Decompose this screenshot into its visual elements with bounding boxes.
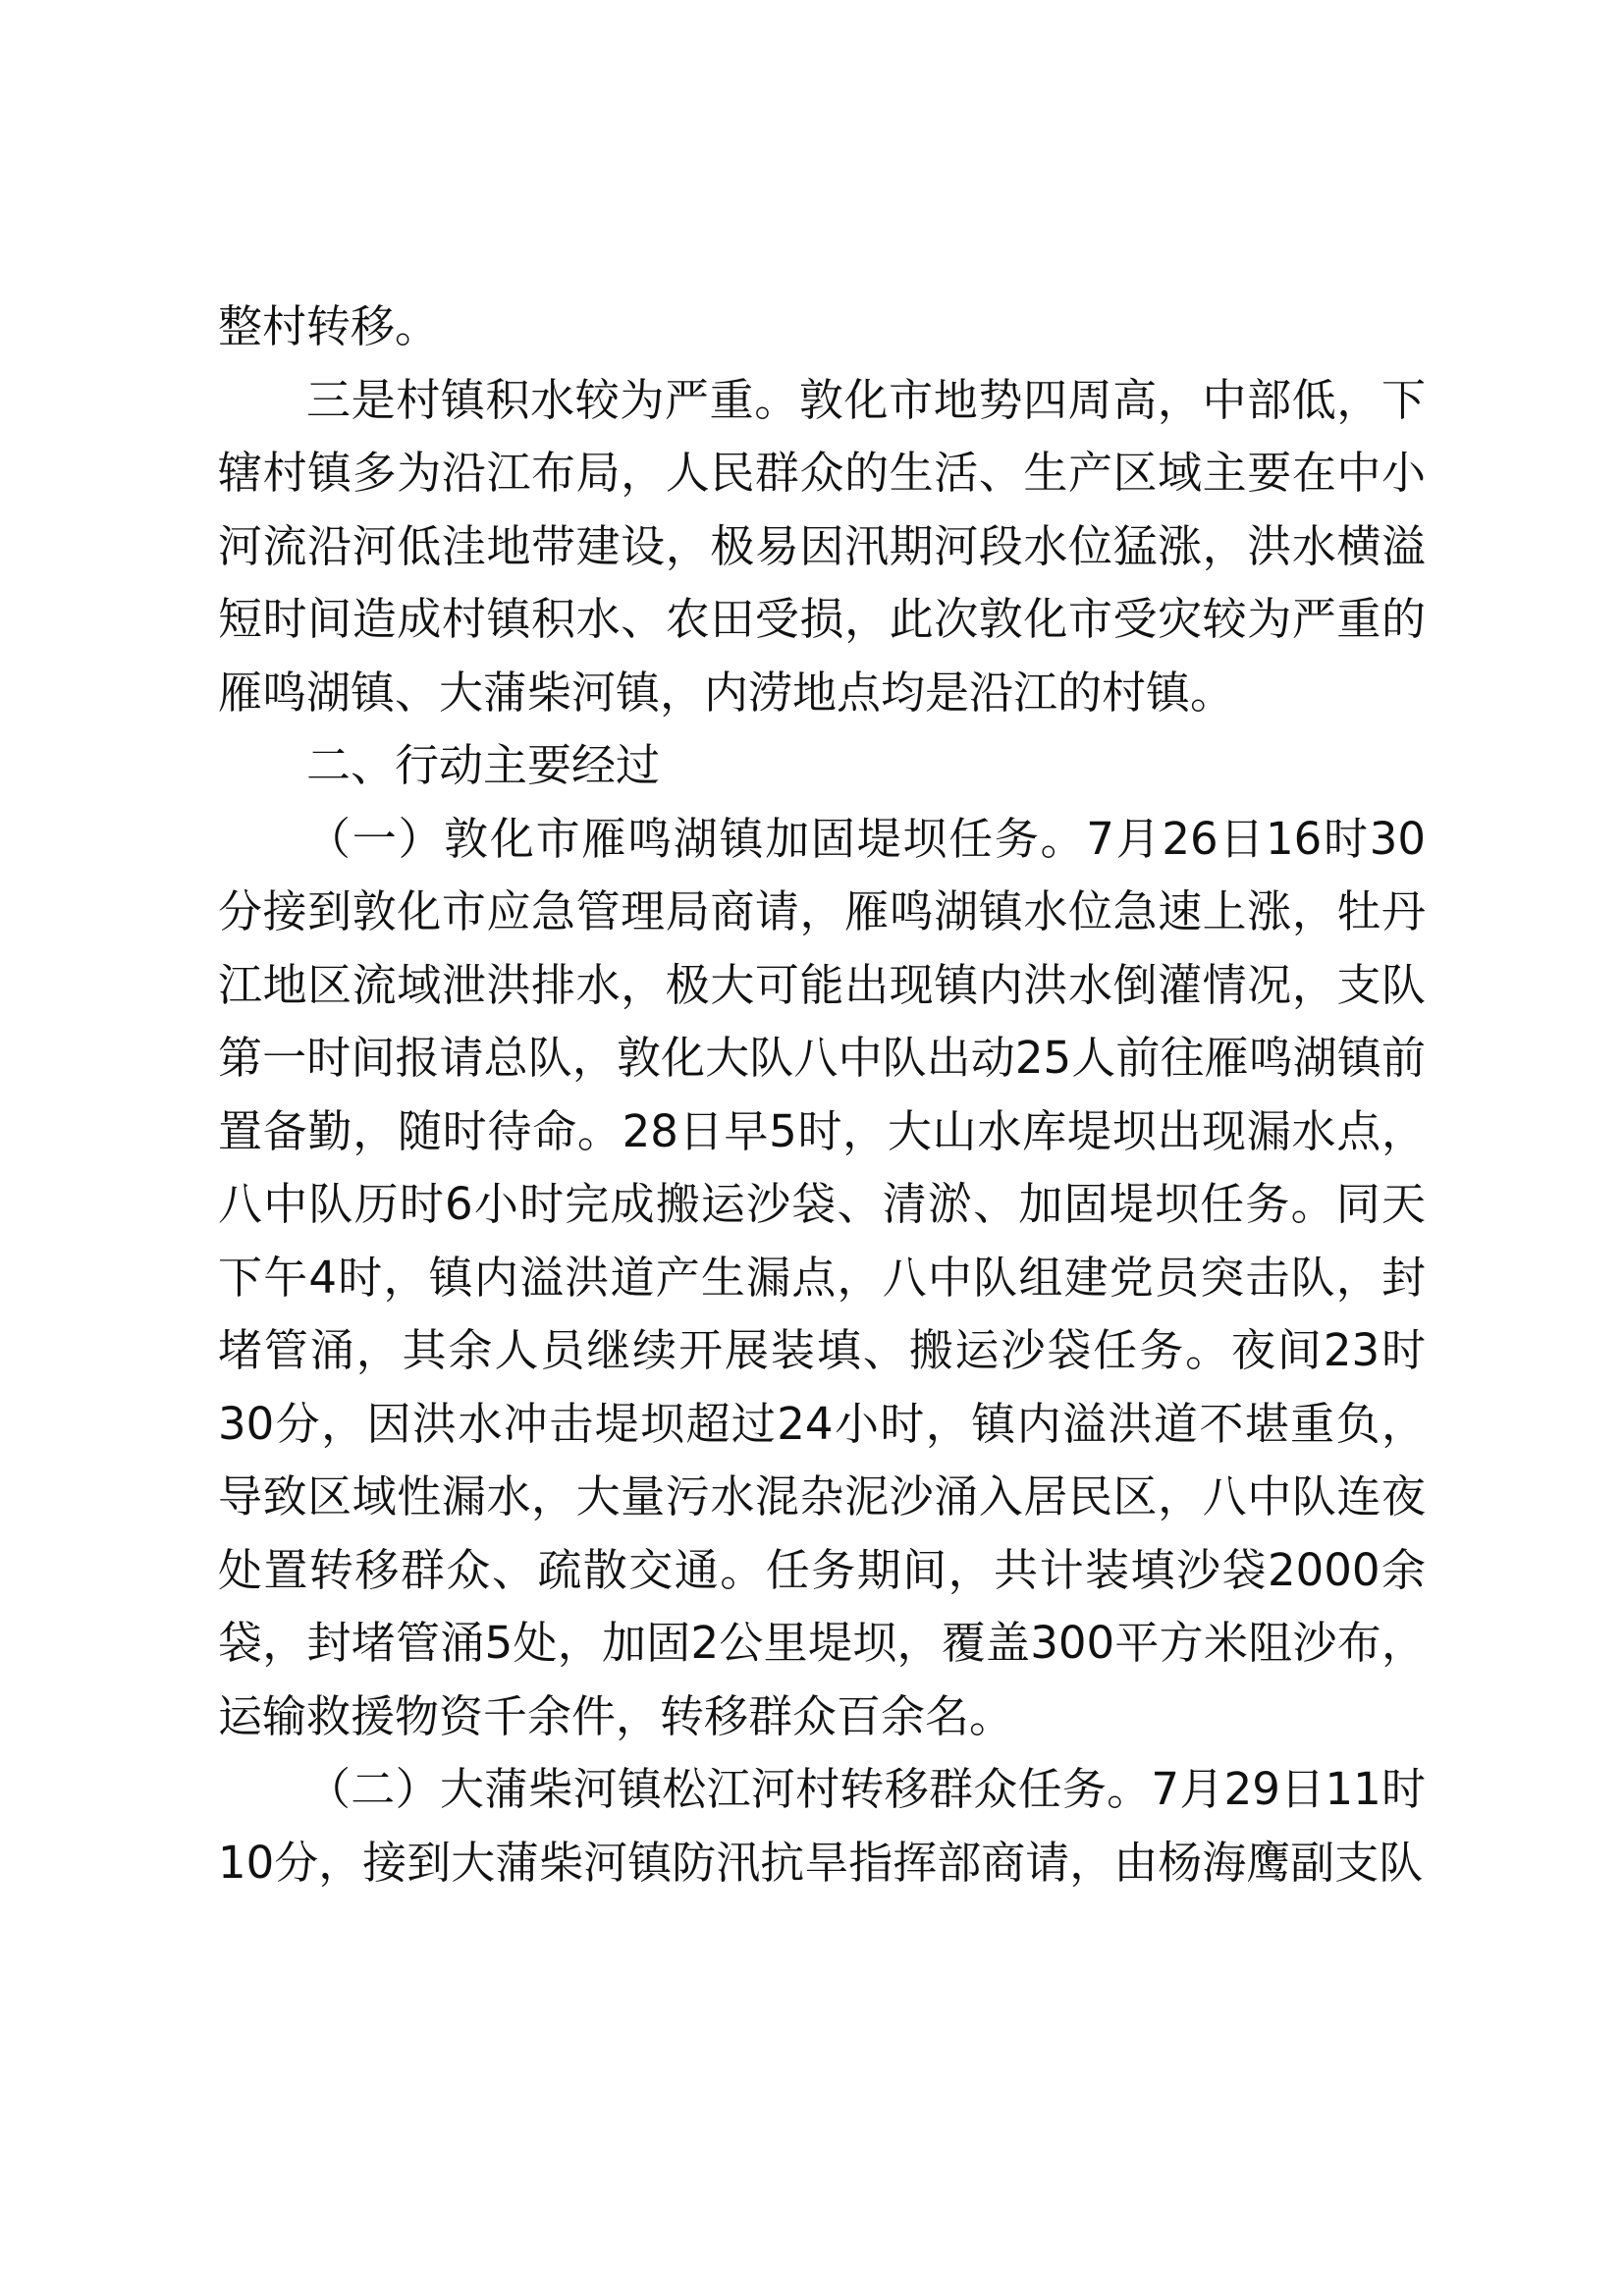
paragraph-village-waterlogging: 三是村镇积水较为严重。敦化市地势四周高，中部低，下辖村镇多为沿江布局，人民群众的生活、生产区域主要在中小河流沿河低洼地带建设，极易因汛期河段水位猛涨，洪水横溢短时间造成村镇积水、农田受损，此次敦化市受灾较为严重的雁鸣湖镇、大蒲柴河镇，内涝地点均是沿江的村镇。 (218, 373, 1426, 719)
paragraph-yanminghu-dam-task: （一）敦化市雁鸣湖镇加固堤坝任务。7月26日16时30分接到敦化市应急管理局商请，雁鸣湖镇水位急速上涨，牡丹江地区流域泄洪排水，极大可能出现镇内洪水倒灌情况，支队第一时间报请总队，敦化大队八中队出动25人前往雁鸣湖镇前置备勤，随时待命。28日早5时，大山水库堤坝出现漏水点，八中队历时6小时完成搬运沙袋、清淤、加固堤坝任务。同天下午4时，镇内溢洪道产生漏点，八中队组建党员突击队，封堵管涌，其余人员继续开展装填、搬运沙袋任务。夜间23时30分，因洪水冲击堤坝超过24小时，镇内溢洪道不堪重负，导致区域性漏水，大量污水混杂泥沙涌入居民区，八中队连夜处置转移群众、疏散交通。任务期间，共计装填沙袋2000余袋，封堵管涌5处，加固2公里堤坝，覆盖300平方米阻沙布，运输救援物资千余件，转移群众百余名。 (218, 812, 1426, 1742)
paragraph-dapuchaihe-evacuation-task: （二）大蒲柴河镇松江河村转移群众任务。7月29日11时10分，接到大蒲柴河镇防汛抗旱指挥部商请，由杨海鹰副支队 (218, 1763, 1426, 1889)
document-body (218, 291, 1426, 1899)
section-heading-action-process: 二、行动主要经过 (306, 739, 661, 791)
paragraph-continuation: 整村转移。 (218, 300, 440, 352)
